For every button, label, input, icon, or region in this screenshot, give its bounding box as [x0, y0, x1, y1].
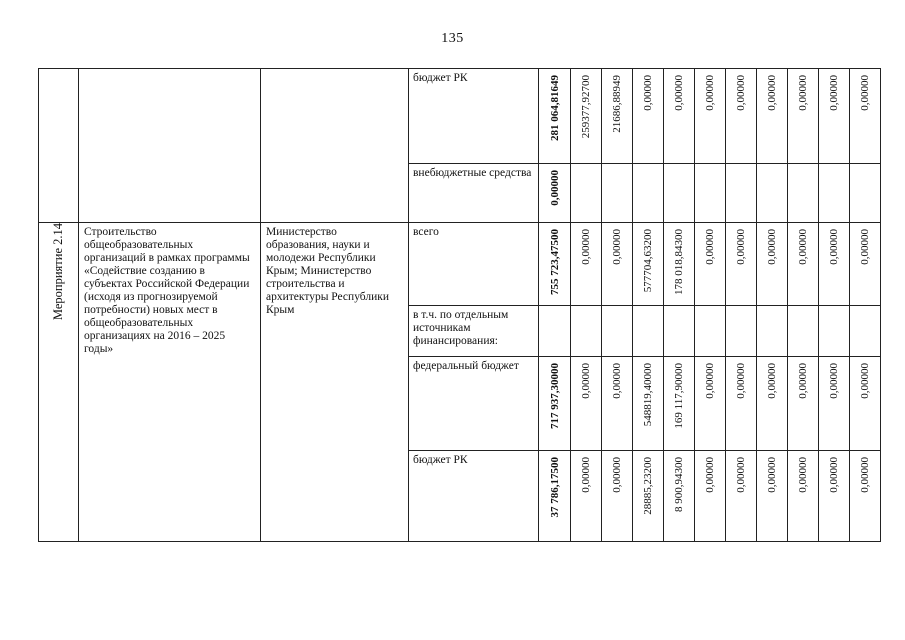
- year-value-cell: [633, 69, 664, 164]
- year-value-cell: [695, 306, 726, 357]
- empty-cell: [79, 69, 261, 223]
- year-value: 0,00000: [797, 457, 809, 493]
- year-value-cell: [602, 223, 633, 306]
- funding-source: бюджет РК: [413, 72, 468, 84]
- activity-id-cell: [39, 223, 79, 542]
- year-value-cell: [726, 306, 757, 357]
- funding-source-cell: [409, 357, 539, 451]
- year-value: 0,00000: [704, 229, 716, 265]
- year-value-cell: [602, 306, 633, 357]
- total-value: 0,00000: [548, 170, 561, 206]
- funding-source: внебюджетные средства: [413, 167, 532, 179]
- year-value: 0,00000: [704, 75, 716, 111]
- year-value-cell: [695, 451, 726, 542]
- year-value: 0,00000: [766, 229, 778, 265]
- year-value: 0,00000: [642, 75, 654, 111]
- year-value: 0,00000: [704, 363, 716, 399]
- year-value-cell: [850, 69, 881, 164]
- year-value: 0,00000: [704, 457, 716, 493]
- year-value-cell: [633, 306, 664, 357]
- table-row: [39, 69, 881, 164]
- year-value-cell: [602, 451, 633, 542]
- year-value-cell: [633, 451, 664, 542]
- year-value: 28885,23200: [642, 457, 654, 515]
- year-value-cell: [571, 69, 602, 164]
- year-value: 0,00000: [735, 75, 747, 111]
- year-value: 0,00000: [580, 457, 592, 493]
- year-value-cell: [664, 451, 695, 542]
- total-cell: [539, 357, 571, 451]
- year-value-cell: [726, 357, 757, 451]
- year-value-cell: [602, 69, 633, 164]
- year-value-cell: [757, 164, 788, 223]
- funding-source-cell: [409, 451, 539, 542]
- year-value-cell: [819, 164, 850, 223]
- year-value: 0,00000: [859, 75, 871, 111]
- funding-table: [38, 68, 881, 542]
- year-value-cell: [664, 69, 695, 164]
- year-value-cell: [571, 164, 602, 223]
- year-value-cell: [788, 69, 819, 164]
- total-value: 755 723,47500: [548, 229, 561, 295]
- year-value: 0,00000: [828, 75, 840, 111]
- funding-source-cell: [409, 164, 539, 223]
- year-value-cell: [571, 357, 602, 451]
- year-value-cell: [664, 306, 695, 357]
- year-value: 169 117,90000: [673, 363, 685, 429]
- year-value: 178 018,84300: [673, 229, 685, 295]
- year-value-cell: [633, 357, 664, 451]
- year-value-cell: [726, 223, 757, 306]
- year-value-cell: [757, 223, 788, 306]
- year-value-cell: [850, 357, 881, 451]
- year-value-cell: [819, 223, 850, 306]
- year-value-cell: [695, 164, 726, 223]
- year-value-cell: [695, 69, 726, 164]
- empty-cell: [39, 69, 79, 223]
- total-cell: [539, 164, 571, 223]
- empty-cell: [261, 69, 409, 223]
- page-number: 135: [441, 31, 464, 46]
- year-value: 0,00000: [735, 457, 747, 493]
- activity-description: Строительство общеобразовательных организаций в рамках программы «Содействие созданию в субъектах Российской Федерации (исходя из прогнозируемой потребности) новых мест в общеобразовательных организациях на 2016 – 2025 годы»: [84, 226, 250, 355]
- year-value: 21686,88949: [611, 75, 623, 133]
- year-value-cell: [726, 69, 757, 164]
- table-row: [39, 223, 881, 306]
- year-value-cell: [788, 357, 819, 451]
- year-value: 0,00000: [766, 75, 778, 111]
- year-value: 0,00000: [797, 363, 809, 399]
- funding-source: бюджет РК: [413, 454, 468, 466]
- funding-source: федеральный бюджет: [413, 360, 519, 372]
- year-value-cell: [664, 164, 695, 223]
- year-value-cell: [571, 451, 602, 542]
- total-value: 37 786,17500: [548, 457, 561, 518]
- year-value: 0,00000: [797, 229, 809, 265]
- funding-source-cell: [409, 223, 539, 306]
- year-value: 0,00000: [828, 363, 840, 399]
- year-value-cell: [850, 306, 881, 357]
- year-value-cell: [602, 164, 633, 223]
- year-value-cell: [695, 357, 726, 451]
- year-value: 0,00000: [611, 363, 623, 399]
- year-value: 0,00000: [766, 363, 778, 399]
- year-value: 0,00000: [580, 363, 592, 399]
- activity-id: Мероприятие 2.14: [51, 223, 65, 321]
- year-value-cell: [571, 223, 602, 306]
- year-value-cell: [571, 306, 602, 357]
- year-value: 0,00000: [766, 457, 778, 493]
- year-value-cell: [819, 451, 850, 542]
- year-value-cell: [695, 223, 726, 306]
- funding-source: всего: [413, 226, 439, 238]
- year-value-cell: [757, 69, 788, 164]
- year-value: 0,00000: [735, 229, 747, 265]
- year-value: 0,00000: [859, 457, 871, 493]
- year-value: 548819,40000: [642, 363, 654, 427]
- year-value-cell: [633, 164, 664, 223]
- year-value: 577704,63200: [642, 229, 654, 293]
- total-cell: [539, 223, 571, 306]
- year-value-cell: [788, 223, 819, 306]
- year-value-cell: [757, 451, 788, 542]
- year-value-cell: [788, 306, 819, 357]
- year-value: 259377,92700: [580, 75, 592, 139]
- year-value-cell: [726, 451, 757, 542]
- year-value-cell: [664, 357, 695, 451]
- year-value: 0,00000: [611, 229, 623, 265]
- year-value-cell: [602, 357, 633, 451]
- executor-text: Министерство образования, науки и молодежи Республики Крым; Министерство строительства и архитектуры Республики Крым: [266, 226, 389, 316]
- total-cell: [539, 306, 571, 357]
- activity-description-cell: [79, 223, 261, 542]
- year-value-cell: [819, 357, 850, 451]
- year-value: 0,00000: [735, 363, 747, 399]
- year-value: 0,00000: [797, 75, 809, 111]
- year-value: 0,00000: [611, 457, 623, 493]
- year-value: 0,00000: [828, 229, 840, 265]
- year-value-cell: [850, 451, 881, 542]
- total-cell: [539, 451, 571, 542]
- year-value: 8 900,94300: [673, 457, 685, 512]
- total-value: 717 937,30000: [548, 363, 561, 429]
- year-value: 0,00000: [673, 75, 685, 111]
- total-value: 281 064,81649: [548, 75, 561, 141]
- year-value-cell: [757, 306, 788, 357]
- year-value-cell: [850, 223, 881, 306]
- executor-cell: [261, 223, 409, 542]
- year-value-cell: [850, 164, 881, 223]
- year-value-cell: [788, 451, 819, 542]
- year-value-cell: [788, 164, 819, 223]
- year-value-cell: [633, 223, 664, 306]
- year-value-cell: [726, 164, 757, 223]
- year-value: 0,00000: [580, 229, 592, 265]
- funding-source-cell: [409, 306, 539, 357]
- year-value: 0,00000: [828, 457, 840, 493]
- year-value: 0,00000: [859, 229, 871, 265]
- funding-source: в т.ч. по отдельным источникам финансирования:: [413, 309, 509, 347]
- funding-source-cell: [409, 69, 539, 164]
- total-cell: [539, 69, 571, 164]
- year-value-cell: [819, 306, 850, 357]
- year-value-cell: [664, 223, 695, 306]
- year-value: 0,00000: [859, 363, 871, 399]
- year-value-cell: [757, 357, 788, 451]
- year-value-cell: [819, 69, 850, 164]
